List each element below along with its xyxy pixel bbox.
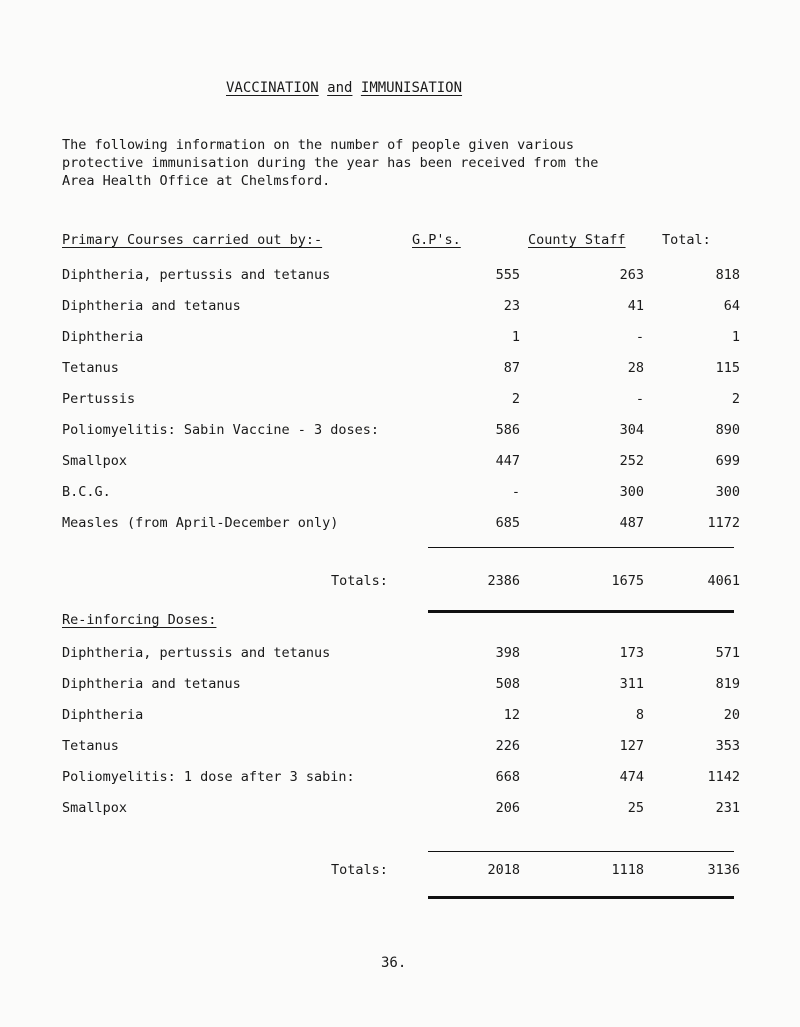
table-row bbox=[62, 422, 742, 442]
total-value: 571 bbox=[715, 645, 740, 661]
row-label: Diphtheria bbox=[62, 707, 144, 723]
total-value: 115 bbox=[715, 360, 740, 376]
table-row bbox=[62, 738, 742, 758]
county-value: 173 bbox=[619, 645, 644, 661]
total-value: 819 bbox=[715, 676, 740, 692]
gp-value: 447 bbox=[495, 453, 520, 469]
total-value: 818 bbox=[715, 267, 740, 283]
row-label: Smallpox bbox=[62, 453, 128, 469]
table-row bbox=[62, 391, 742, 411]
column-header-gp: G.P's. bbox=[412, 232, 461, 248]
total-value: 64 bbox=[723, 298, 740, 314]
grand-total: 4061 bbox=[707, 573, 740, 589]
intro-line: Area Health Office at Chelmsford. bbox=[62, 173, 331, 189]
gp-value: 226 bbox=[495, 738, 520, 754]
table-row bbox=[62, 676, 742, 696]
gp-value: 12 bbox=[503, 707, 520, 723]
intro-paragraph bbox=[62, 136, 762, 190]
table-row bbox=[62, 769, 742, 789]
gp-total: 2018 bbox=[487, 862, 520, 878]
table-row bbox=[62, 800, 742, 820]
row-label: Poliomyelitis: Sabin Vaccine - 3 doses: bbox=[62, 422, 379, 438]
table-row bbox=[62, 453, 742, 473]
divider-rule bbox=[428, 896, 734, 899]
row-label: Tetanus bbox=[62, 738, 119, 754]
county-value: 474 bbox=[619, 769, 644, 785]
gp-value: 23 bbox=[503, 298, 520, 314]
total-value: 1172 bbox=[707, 515, 740, 531]
totals-label: Totals: bbox=[331, 573, 388, 589]
total-value: 699 bbox=[715, 453, 740, 469]
county-value: 304 bbox=[619, 422, 644, 438]
gp-value: 668 bbox=[495, 769, 520, 785]
intro-line: protective immunisation during the year has been received from the bbox=[62, 155, 599, 171]
total-value: 300 bbox=[715, 484, 740, 500]
page-number: 36. bbox=[381, 955, 407, 971]
row-label: Tetanus bbox=[62, 360, 119, 376]
totals-row bbox=[62, 573, 742, 593]
county-value: 127 bbox=[619, 738, 644, 754]
divider-rule bbox=[428, 547, 734, 548]
county-value: 311 bbox=[619, 676, 644, 692]
column-header-county-staff: County Staff bbox=[528, 232, 626, 248]
intro-line: The following information on the number of people given various bbox=[62, 137, 575, 153]
table-row bbox=[62, 267, 742, 287]
row-label: B.C.G. bbox=[62, 484, 111, 500]
gp-total: 2386 bbox=[487, 573, 520, 589]
county-value: - bbox=[635, 391, 644, 407]
row-label: Diphtheria and tetanus bbox=[62, 676, 241, 692]
gp-value: 2 bbox=[511, 391, 520, 407]
divider-rule bbox=[428, 610, 734, 613]
table-row bbox=[62, 360, 742, 380]
section-heading-primary: Primary Courses carried out by:- bbox=[62, 232, 323, 248]
gp-value: 555 bbox=[495, 267, 520, 283]
total-value: 1 bbox=[731, 329, 740, 345]
row-label: Diphtheria, pertussis and tetanus bbox=[62, 267, 331, 283]
gp-value: 685 bbox=[495, 515, 520, 531]
gp-value: 1 bbox=[511, 329, 520, 345]
county-value: 25 bbox=[627, 800, 644, 816]
grand-total: 3136 bbox=[707, 862, 740, 878]
total-value: 231 bbox=[715, 800, 740, 816]
row-label: Smallpox bbox=[62, 800, 128, 816]
table-row bbox=[62, 645, 742, 665]
total-value: 1142 bbox=[707, 769, 740, 785]
totals-label: Totals: bbox=[331, 862, 388, 878]
title-and: and bbox=[327, 80, 353, 96]
county-value: 8 bbox=[635, 707, 644, 723]
table-row bbox=[62, 298, 742, 318]
county-value: - bbox=[635, 329, 644, 345]
gp-value: 206 bbox=[495, 800, 520, 816]
row-label: Measles (from April-December only) bbox=[62, 515, 339, 531]
gp-value: 398 bbox=[495, 645, 520, 661]
total-value: 353 bbox=[715, 738, 740, 754]
table-row bbox=[62, 515, 742, 535]
title-part1: VACCINATION bbox=[226, 80, 319, 96]
title-part2: IMMUNISATION bbox=[360, 80, 463, 96]
row-label: Pertussis bbox=[62, 391, 136, 407]
county-value: 487 bbox=[619, 515, 644, 531]
row-label: Diphtheria and tetanus bbox=[62, 298, 241, 314]
county-value: 252 bbox=[619, 453, 644, 469]
totals-row bbox=[62, 862, 742, 882]
row-label: Diphtheria, pertussis and tetanus bbox=[62, 645, 331, 661]
total-value: 890 bbox=[715, 422, 740, 438]
county-value: 41 bbox=[627, 298, 644, 314]
row-label: Poliomyelitis: 1 dose after 3 sabin: bbox=[62, 769, 355, 785]
county-total: 1675 bbox=[611, 573, 644, 589]
gp-value: - bbox=[511, 484, 520, 500]
gp-value: 87 bbox=[503, 360, 520, 376]
gp-value: 508 bbox=[495, 676, 520, 692]
row-label: Diphtheria bbox=[62, 329, 144, 345]
divider-rule bbox=[428, 851, 734, 852]
table-row bbox=[62, 707, 742, 727]
table-row bbox=[62, 329, 742, 349]
page-title bbox=[226, 80, 462, 96]
county-total: 1118 bbox=[611, 862, 644, 878]
total-value: 20 bbox=[723, 707, 740, 723]
county-value: 300 bbox=[619, 484, 644, 500]
table-row bbox=[62, 484, 742, 504]
column-header-total: Total: bbox=[662, 232, 711, 248]
county-value: 28 bbox=[627, 360, 644, 376]
section-heading-reinforcing: Re-inforcing Doses: bbox=[62, 612, 217, 628]
total-value: 2 bbox=[731, 391, 740, 407]
county-value: 263 bbox=[619, 267, 644, 283]
gp-value: 586 bbox=[495, 422, 520, 438]
